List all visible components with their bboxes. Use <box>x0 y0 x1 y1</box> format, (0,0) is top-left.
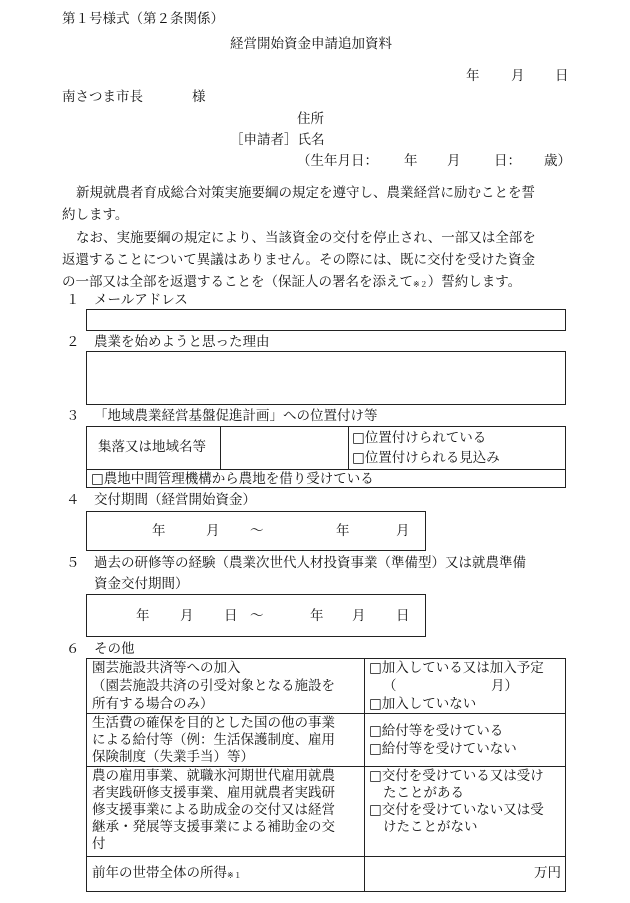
insurance-option-joined[interactable]: □加入している又は加入予定 <box>369 660 544 676</box>
section-3-divider <box>86 469 566 470</box>
income-note: ※１ <box>227 871 242 880</box>
section-2-label: 農業を始めようと思った理由 <box>94 334 270 350</box>
subsidy-option-received-cont: たことがある <box>383 785 464 801</box>
section-3-label: 「地域農業経営基盤促進計画」への位置付け等 <box>94 408 378 424</box>
subsidy-option-received[interactable]: □交付を受けている又は受け <box>369 768 544 784</box>
income-label <box>92 867 242 881</box>
section-4-number: ４ <box>66 492 80 508</box>
benefits-label-1: 生活費の確保を目的とした国の他の事業 <box>92 715 335 731</box>
pledge-line-2: 約します。 <box>62 207 129 223</box>
date-day-label: 日 <box>555 68 569 84</box>
grant-from-year: 年 <box>152 523 166 539</box>
subsidy-label-1: 農の雇用事業、就職氷河期世代雇用就農 <box>92 768 335 784</box>
pledge-line-4: 返還することについて異議はありません。その際には、既に交付を受けた資金 <box>62 252 536 268</box>
subsidy-label-3: 修支援事業による助成金の交付又は経営 <box>92 802 335 818</box>
section-5-number: ５ <box>66 555 80 571</box>
section-6-row-divider-3 <box>86 856 566 857</box>
subsidy-label-2: 者実践研修支援事業、雇用就農者実践研 <box>92 785 335 801</box>
applicant-name-label: ［申請者］氏名 <box>230 132 325 148</box>
option-farmland-lease[interactable]: □農地中間管理機構から農地を借り受けている <box>91 471 374 487</box>
section-6-number: ６ <box>66 641 80 657</box>
insurance-label-1: 園芸施設共済等への加入 <box>92 660 241 676</box>
benefits-label-3: 保険制度（失業手当）等） <box>92 749 254 765</box>
grant-to-year: 年 <box>336 523 350 539</box>
training-tilde: ～ <box>250 608 264 624</box>
birth-age: 歳） <box>544 153 571 169</box>
section-6-row-divider-1 <box>86 713 566 714</box>
email-field[interactable] <box>86 309 566 331</box>
section-2-number: ２ <box>66 334 80 350</box>
addressee: 南さつま市長 <box>62 89 143 105</box>
date-year-label: 年 <box>466 68 480 84</box>
grant-to-month: 月 <box>396 523 410 539</box>
training-from-day: 日 <box>224 608 238 624</box>
section-3-col-divider-2 <box>348 426 349 469</box>
section-1-number: １ <box>66 292 80 308</box>
pledge-line-3: なお、実施要綱の規定により、当該資金の交付を停止され、一部又は全部を <box>76 230 536 246</box>
subsidy-label-5: 付 <box>92 836 106 852</box>
option-expected[interactable]: □位置付けられる見込み <box>352 450 500 466</box>
insurance-option-not-joined[interactable]: □加入していない <box>369 696 477 712</box>
benefits-option-receiving[interactable]: □給付等を受けている <box>369 723 504 739</box>
income-unit[interactable]: 万円 <box>534 865 561 881</box>
section-6-label: その他 <box>94 641 135 657</box>
subsidy-option-not-received-cont: けたことがない <box>383 819 478 835</box>
birth-label: （生年月日： <box>297 153 378 169</box>
insurance-month[interactable]: （ 月） <box>383 678 518 694</box>
section-1-label: メールアドレス <box>94 292 188 308</box>
pledge-note-2: ※２ <box>413 280 428 289</box>
insurance-label-2: （園芸施設共済の引受対象となる施設を <box>92 678 335 694</box>
training-to-year: 年 <box>310 608 324 624</box>
section-6-row-divider-2 <box>86 766 566 767</box>
date-month-label: 月 <box>511 68 525 84</box>
benefits-option-not-receiving[interactable]: □給付等を受けていない <box>369 741 517 757</box>
birth-day: 日： <box>494 153 521 169</box>
grant-tilde: ～ <box>250 523 264 539</box>
section-4-label: 交付期間（経営開始資金） <box>94 492 256 508</box>
training-to-month: 月 <box>352 608 366 624</box>
section-5-label-line-1: 過去の研修等の経験（農業次世代人材投資事業（準備型）又は就農準備 <box>94 555 526 571</box>
benefits-label-2: による給付等（例：生活保護制度、雇用 <box>92 732 335 748</box>
birth-month: 月 <box>447 153 461 169</box>
subsidy-label-4: 継承・発展等支援事業による補助金の交 <box>92 819 335 835</box>
income-label-text: 前年の世帯全体の所得 <box>92 865 227 881</box>
training-to-day: 日 <box>396 608 410 624</box>
insurance-label-3: 所有する場合のみ） <box>92 696 214 712</box>
section-3-col-divider-1 <box>220 426 221 469</box>
honorific: 様 <box>192 89 206 105</box>
grant-from-month: 月 <box>206 523 220 539</box>
subsidy-option-not-received[interactable]: □交付を受けていない又は受 <box>369 802 544 818</box>
pledge-line-5b: ）誓約します。 <box>427 274 522 290</box>
pledge-line-5a: の一部又は全部を返還することを（保証人の署名を添えて <box>62 274 413 290</box>
page-title: 経営開始資金申請追加資料 <box>230 36 392 52</box>
birth-year: 年 <box>404 153 418 169</box>
pledge-line-1: 新規就農者育成総合対策実施要綱の規定を遵守し、農業経営に励むことを誓 <box>76 185 535 201</box>
section-5-label-line-2: 資金交付期間） <box>94 576 189 592</box>
area-label: 集落又は地域名等 <box>98 439 206 455</box>
form-number: 第１号様式（第２条関係） <box>62 11 224 27</box>
training-from-year: 年 <box>136 608 150 624</box>
training-from-month: 月 <box>180 608 194 624</box>
reason-field[interactable] <box>86 351 566 405</box>
address-label: 住所 <box>297 111 324 127</box>
section-3-number: ３ <box>66 408 80 424</box>
option-positioned[interactable]: □位置付けられている <box>352 430 487 446</box>
